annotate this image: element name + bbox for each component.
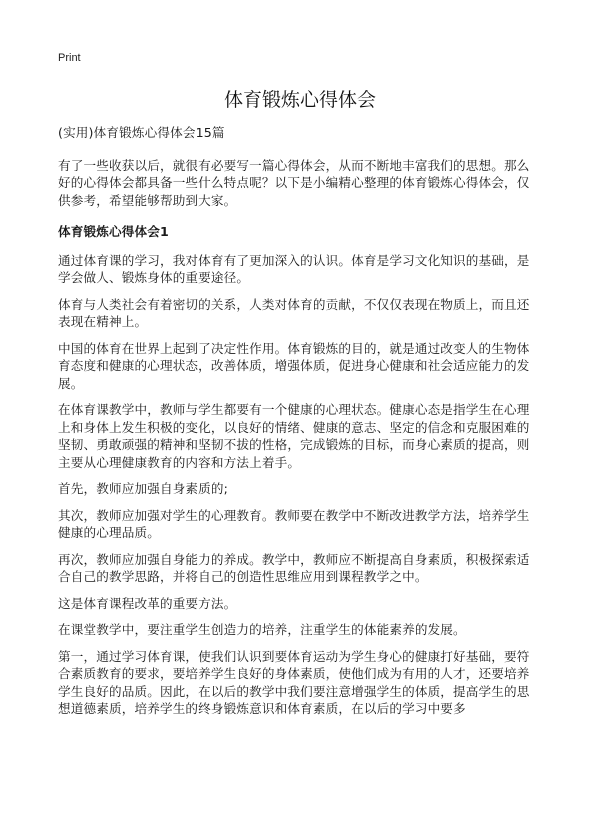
- document-subtitle: (实用)体育锻炼心得体会15篇: [58, 125, 225, 140]
- print-link[interactable]: Print: [58, 52, 81, 64]
- intro-paragraph: 有了一些收获以后，就很有必要写一篇心得体会，从而不断地丰富我们的思想。那么好的心得体会都具备一些什么特点呢？以下是小编精心整理的体育锻炼心得体会，仅供参考，希望能够帮助到大家。: [58, 157, 530, 208]
- body-paragraph: 首先，教师应加强自身素质的;: [58, 481, 229, 496]
- page-title: 体育锻炼心得体会: [223, 89, 376, 111]
- body-paragraph: 中国的体育在世界上起到了决定性作用。体育锻炼的目的，就是通过改变人的生物体育态度和健康的心理状态，改善体质，增强体质，促进身心健康和社会适应能力的发展。: [58, 340, 530, 391]
- body-paragraph: 这是体育课程改革的重要方法。: [58, 595, 237, 611]
- body-paragraph: 再次，教师应加强自身能力的养成。教学中，教师应不断提高自身素质，积极探索适合自己的教学思路，并将自己的创造性思维应用到课程教学之中。: [58, 551, 530, 584]
- body-paragraph: 其次，教师应加强对学生的心理教育。教师要在教学中不断改进教学方法，培养学生健康的心理品质。: [58, 507, 530, 540]
- body-paragraph: 体育与人类社会有着密切的关系，人类对体育的贡献，不仅仅表现在物质上，而且还表现在精神上。: [58, 296, 530, 329]
- body-paragraph: 通过体育课的学习，我对体育有了更加深入的认识。体育是学习文化知识的基础，是学会做人、锻炼身体的重要途径。: [58, 252, 530, 285]
- body-paragraph: 第一，通过学习体育课，使我们认识到要体育运动为学生身心的健康打好基础，要符合素质教育的要求，要培养学生良好的身体素质，使他们成为有用的人才，还要培养学生良好的品质。因此，在以后的教学中我们要注意增强学生的体质，提高学生的思想道德素质，培养学生的终身锻炼意识和体育素质，在以后的学习中要多: [58, 648, 530, 716]
- section-heading: 体育锻炼心得体会1: [58, 224, 169, 239]
- body-paragraph: 在体育课教学中，教师与学生都要有一个健康的心理状态。健康心态是指学生在心理上和身体上发生积极的变化，以良好的情绪、健康的意志、坚定的信念和克服困难的坚韧、勇敢顽强的精神和坚韧不拔的性格，完成锻炼的目标，而身心素质的提高，则主要从心理健康教育的内容和方法上着手。: [58, 402, 530, 470]
- body-paragraph: 在课堂教学中，要注重学生创造力的培养，注重学生的体能素养的发展。: [58, 622, 466, 637]
